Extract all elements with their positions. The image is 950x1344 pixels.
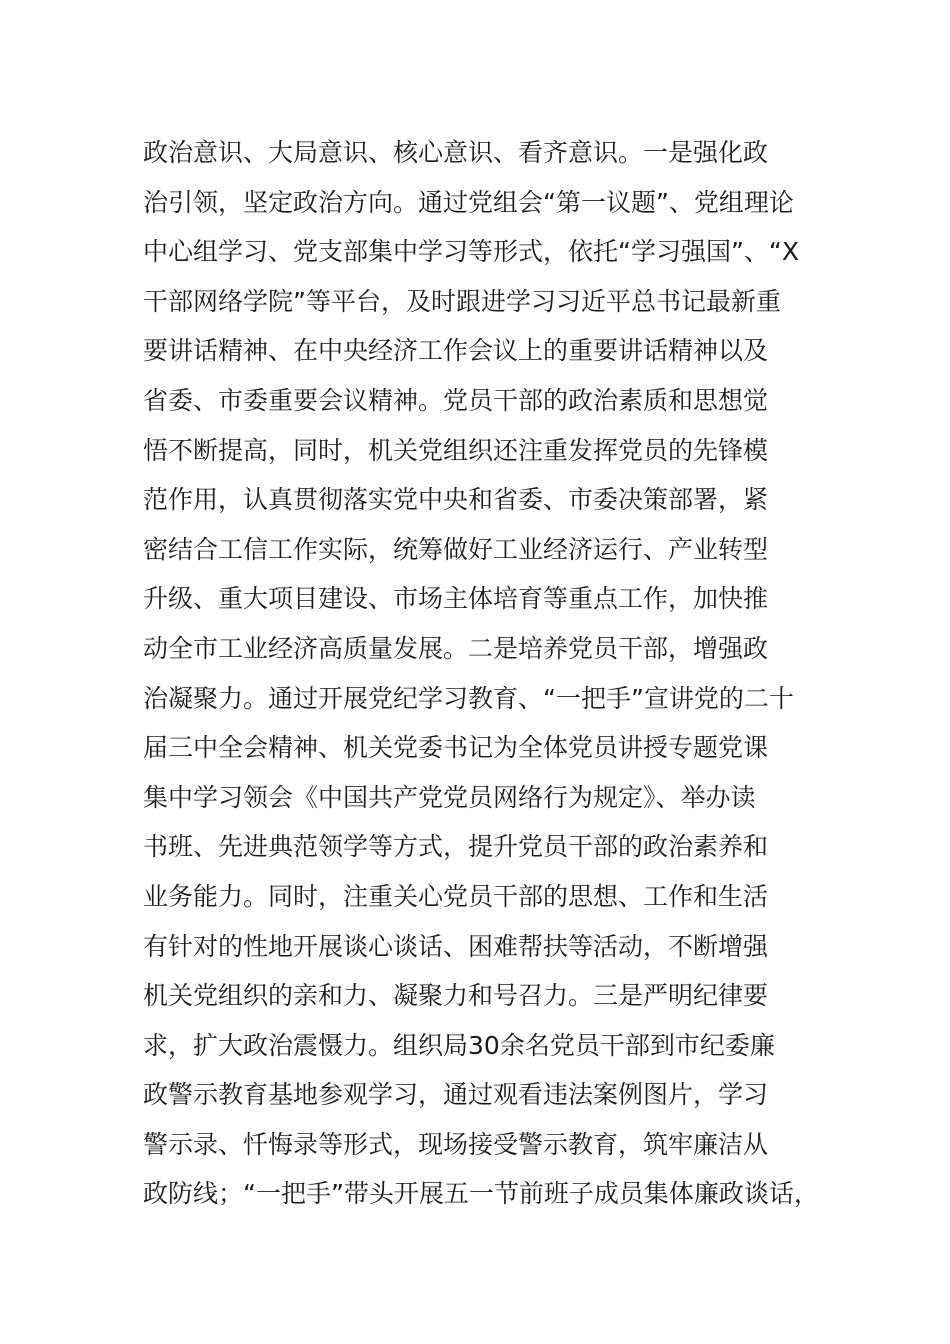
body-text <box>143 128 843 1219</box>
text-line-17: 有针对的性地开展谈心谈话、困难帮扶等活动，不断增强 <box>143 931 769 961</box>
text-line-10: 升级、重大项目建设、市场主体培育等重点工作，加快推 <box>143 584 769 614</box>
text-line-9: 密结合工信工作实际，统筹做好工业经济运行、产业转型 <box>143 534 769 564</box>
text-line-15: 书班、先进典范领学等方式，提升党员干部的政治素养和 <box>143 832 769 862</box>
text-line-19: 求，扩大政治震慑力。组织局30余名党员干部到市纪委廉 <box>143 1030 775 1060</box>
text-line-11: 动全市工业经济高质量发展。二是培养党员干部，增强政 <box>143 633 769 663</box>
text-line-18: 机关党组织的亲和力、凝聚力和号召力。三是严明纪律要 <box>143 981 769 1011</box>
text-line-1: 政治意识、大局意识、核心意识、看齐意识。一是强化政 <box>143 138 769 167</box>
text-line-2: 治引领，坚定政治方向。通过党组会“第一议题”、党组理论 <box>143 187 794 217</box>
text-line-4: 干部网络学院”等平台，及时跟进学习习近平总书记最新重 <box>143 286 781 316</box>
text-line-14: 集中学习领会《中国共产党党员网络行为规定》、举办读 <box>143 782 756 812</box>
text-line-8: 范作用，认真贯彻落实党中央和省委、市委决策部署，紧 <box>143 485 769 515</box>
text-line-21: 警示录、忏悔录等形式，现场接受警示教育，筑牢廉洁从 <box>143 1129 769 1159</box>
text-line-5: 要讲话精神、在中央经济工作会议上的重要讲话精神以及 <box>143 336 769 366</box>
text-line-16: 业务能力。同时，注重关心党员干部的思想、工作和生活 <box>143 881 769 911</box>
text-line-12: 治凝聚力。通过开展党纪学习教育、“一把手”宣讲党的二十 <box>143 683 794 713</box>
text-line-7: 悟不断提高，同时，机关党组织还注重发挥党员的先锋模 <box>143 435 769 465</box>
text-line-20: 政警示教育基地参观学习，通过观看违法案例图片，学习 <box>143 1080 769 1110</box>
text-line-6: 省委、市委重要会议精神。党员干部的政治素质和思想觉 <box>143 385 769 415</box>
text-line-3: 中心组学习、党支部集中学习等形式，依托“学习强国”、“X <box>143 237 799 267</box>
text-line-13: 届三中全会精神、机关党委书记为全体党员讲授专题党课 <box>143 733 769 763</box>
text-line-22: 政防线；“一把手”带头开展五一节前班子成员集体廉政谈话， <box>143 1179 819 1209</box>
